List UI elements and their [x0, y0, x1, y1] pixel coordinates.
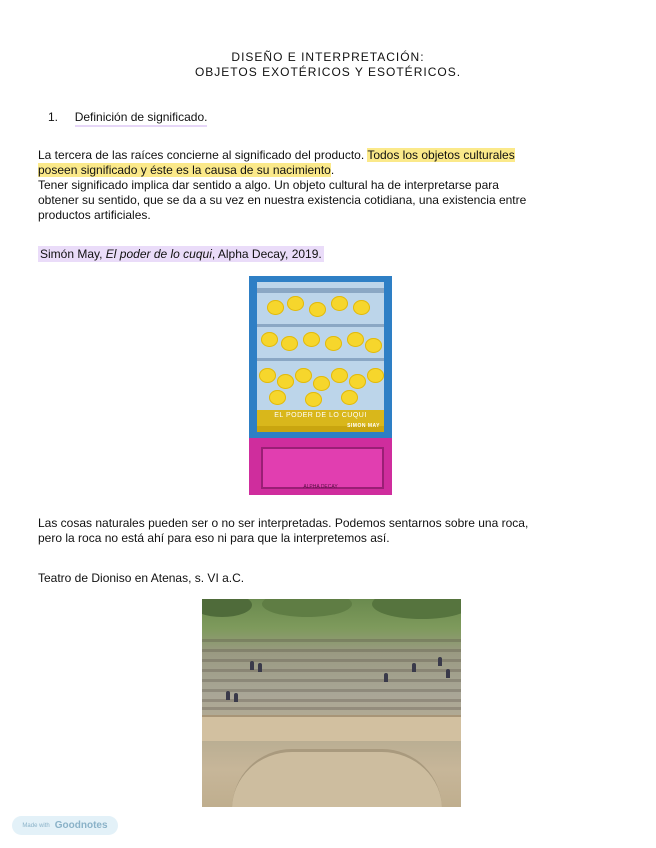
seating-step [202, 707, 461, 710]
visitor [438, 657, 442, 666]
claw-rail [257, 288, 384, 293]
visitor [258, 663, 262, 672]
seating-step [202, 689, 461, 692]
goodnotes-badge [12, 816, 118, 835]
citation-book-title: El poder de lo cuqui [105, 247, 212, 261]
toy-chick [349, 374, 366, 389]
seating-step [202, 649, 461, 652]
document-title-line-1: DISEÑO E INTERPRETACIÓN: [231, 50, 425, 64]
toy-chick [303, 332, 320, 347]
citation-rest: , Alpha Decay, 2019. [211, 247, 322, 261]
visitor [412, 663, 416, 672]
visitor [384, 673, 388, 682]
cover-title: EL PODER DE LO CUQUI [274, 412, 367, 419]
tree-foliage [262, 599, 352, 617]
toy-chick [309, 302, 326, 317]
citation-author: Simón May, [40, 247, 106, 261]
goodnotes-logo-text: Goodnotes [54, 820, 108, 831]
toy-chick [353, 300, 370, 315]
section-title: Definición de significado. [75, 110, 208, 127]
document-title-line-2: OBJETOS EXOTÉRICOS Y ESOTÉRICOS. [194, 65, 462, 79]
stone-wall [202, 715, 461, 741]
toy-chick [325, 336, 342, 351]
paragraph1-lead: La tercera de las raíces concierne al significado del producto. [38, 148, 368, 162]
toy-chick [287, 296, 304, 311]
seating-step [202, 659, 461, 662]
theatre-of-dionysus-photo [202, 599, 461, 807]
seating-step [202, 639, 461, 642]
tree-foliage [202, 599, 252, 617]
toy-chick [295, 368, 312, 383]
seating-step [202, 679, 461, 682]
toy-chick [261, 332, 278, 347]
tree-foliage [372, 599, 461, 619]
toy-chick [277, 374, 294, 389]
toy-chick [259, 368, 276, 383]
shelf-rail-2 [257, 358, 384, 361]
prize-slot [261, 447, 384, 489]
paragraph1-line2 [38, 163, 334, 178]
section-heading [48, 110, 207, 125]
photo-caption: Teatro de Dioniso en Atenas, s. VI a.C. [38, 571, 245, 585]
paragraph1-line5: productos artificiales. [38, 208, 151, 222]
book-cover-image [249, 276, 392, 495]
toy-chick [313, 376, 330, 391]
paragraph1-tail: . [330, 163, 335, 177]
visitor [234, 693, 238, 702]
highlight-part1: Todos los objetos culturales [367, 148, 515, 162]
toy-chick [267, 300, 284, 315]
toy-chick [331, 296, 348, 311]
toy-chick [367, 368, 384, 383]
toy-chick [341, 390, 358, 405]
section-number: 1. [48, 110, 59, 124]
paragraph1-line1 [38, 148, 515, 163]
toy-chick [365, 338, 382, 353]
toy-chick [281, 336, 298, 351]
toy-chick [331, 368, 348, 383]
citation [38, 247, 324, 262]
cover-publisher: ALPHA DECAY [303, 484, 338, 490]
toy-chick [305, 392, 322, 407]
orchestra-floor [232, 749, 442, 807]
cover-author: SIMON MAY [347, 423, 380, 429]
visitor [250, 661, 254, 670]
paragraph2-line1: Las cosas naturales pueden ser o no ser interpretadas. Podemos sentarnos sobre una roca, [38, 516, 529, 530]
claw-machine-base [249, 438, 392, 495]
shelf-rail-1 [257, 324, 384, 327]
claw-machine-window [257, 282, 384, 410]
paragraph2-line2: pero la roca no está ahí para eso ni para que la interpretemos así. [38, 531, 390, 545]
toy-chick [269, 390, 286, 405]
visitor [446, 669, 450, 678]
visitor [226, 691, 230, 700]
seating-step [202, 699, 461, 702]
made-with-label: Made with [22, 822, 50, 829]
paragraph1-line4: obtener su sentido, que se da a su vez en nuestra existencia cotidiana, una existencia entre [38, 193, 527, 207]
paragraph1-line3: Tener significado implica dar sentido a algo. Un objeto cultural ha de interpretarse para [38, 178, 499, 192]
toy-chick [347, 332, 364, 347]
seating-step [202, 669, 461, 672]
highlight-part2: poseen significado y éste es la causa de su nacimiento [38, 163, 331, 177]
citation-highlight [38, 246, 324, 262]
